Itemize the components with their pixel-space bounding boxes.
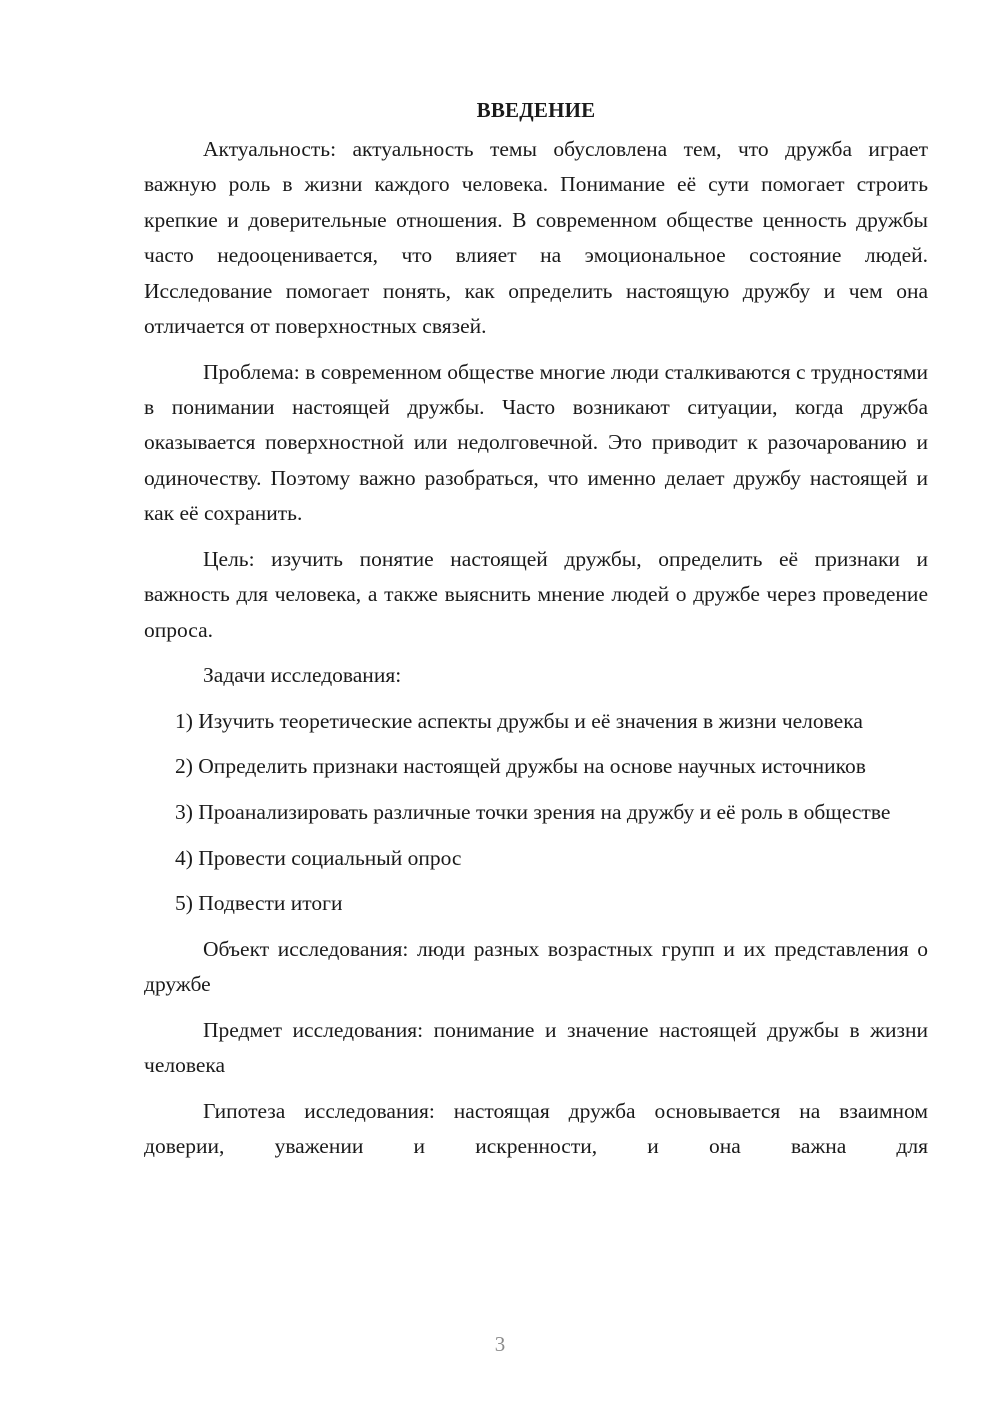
task-item: 4) Провести социальный опрос: [175, 845, 462, 870]
task-item: 2) Определить признаки настоящей дружбы на основе научных источников: [175, 754, 866, 779]
tasks-list: [144, 704, 928, 922]
document-page: [144, 92, 928, 1165]
tasks-heading: Задачи исследования:: [203, 663, 402, 688]
subject-paragraph: Предмет исследования: понимание и значение настоящей дружбы в жизни человека: [144, 1017, 928, 1078]
problem-paragraph: Проблема: в современном обществе многие люди сталкиваются с трудностями в понимании настоящей дружбы. Часто возникают ситуации, когда дружба оказывается поверхностной или недолговечной. Это приводит к разочарованию и одиночеству. Поэтому важно разобраться, что именно делает дружбу настоящей и как её сохранить.: [144, 359, 928, 526]
object-paragraph: Объект исследования: люди разных возрастных групп и их представления о дружбе: [144, 936, 928, 997]
hypothesis-paragraph: Гипотеза исследования: настоящая дружба основывается на взаимном доверии, уважении и искренности, и она важна для: [144, 1098, 928, 1159]
section-title: ВВЕДЕНИЕ: [476, 98, 596, 122]
page-number: 3: [494, 1332, 506, 1356]
relevance-paragraph: Актуальность: актуальность темы обусловлена тем, что дружба играет важную роль в жизни каждого человека. Понимание её сути помогает строить крепкие и доверительные отношения. В современном обществе ценность дружбы часто недооценивается, что влияет на эмоциональное состояние людей. Исследование помогает понять, как определить настоящую дружбу и чем она отличается от поверхностных связей.: [144, 137, 928, 339]
task-item: 5) Подвести итоги: [175, 891, 343, 916]
task-item: 1) Изучить теоретические аспекты дружбы и её значения в жизни человека: [175, 708, 863, 733]
task-item: 3) Проанализировать различные точки зрения на дружбу и её роль в обществе: [175, 800, 891, 825]
goal-paragraph: Цель: изучить понятие настоящей дружбы, определить её признаки и важность для человека, а также выяснить мнение людей о дружбе через проведение опроса.: [144, 546, 928, 642]
